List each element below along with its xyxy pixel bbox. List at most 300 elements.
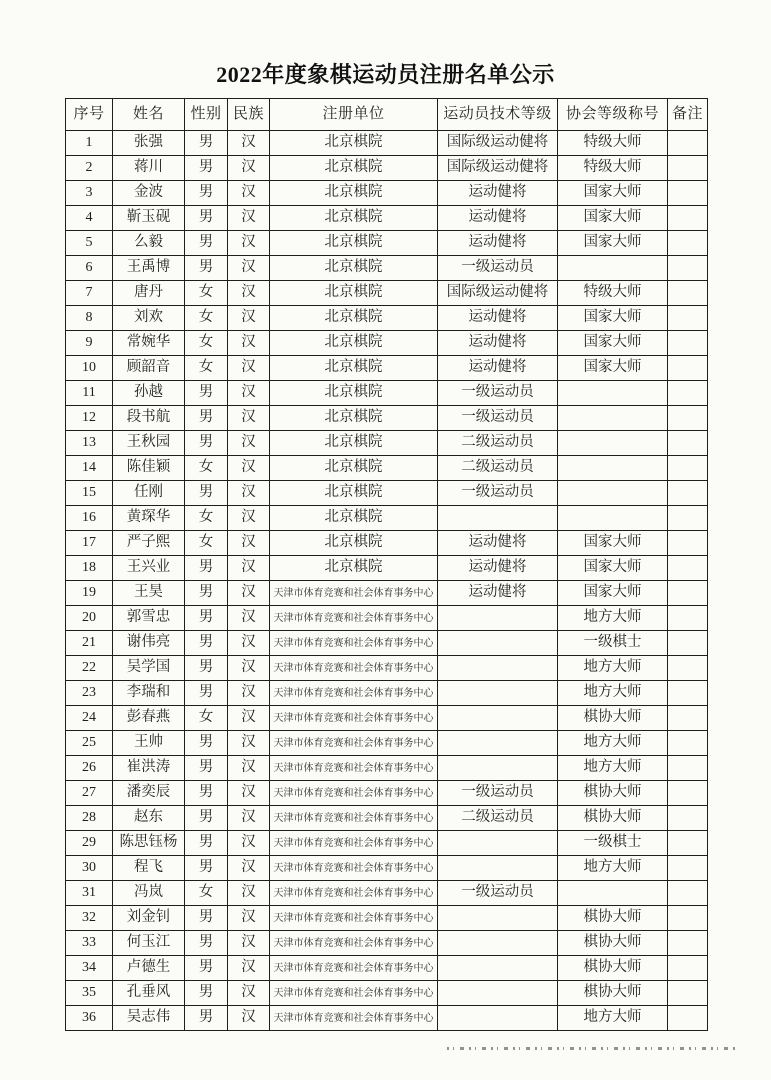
cell-grade: [438, 506, 558, 531]
cell-remark: [668, 1006, 708, 1031]
cell-remark: [668, 581, 708, 606]
cell-unit: 北京棋院: [270, 456, 438, 481]
cell-index: 2: [66, 156, 113, 181]
cell-ethnicity: 汉: [228, 256, 270, 281]
cell-index: 4: [66, 206, 113, 231]
cell-remark: [668, 181, 708, 206]
cell-gender: 男: [185, 381, 228, 406]
cell-title: 棋协大师: [558, 931, 668, 956]
cell-index: 24: [66, 706, 113, 731]
cell-title: 特级大师: [558, 281, 668, 306]
cell-gender: 男: [185, 656, 228, 681]
table-row: [66, 656, 708, 681]
cell-ethnicity: 汉: [228, 856, 270, 881]
cell-ethnicity: 汉: [228, 881, 270, 906]
cell-name: 王帅: [113, 731, 185, 756]
cell-grade: [438, 856, 558, 881]
cell-index: 18: [66, 556, 113, 581]
cell-ethnicity: 汉: [228, 206, 270, 231]
cell-title: [558, 381, 668, 406]
table-row: [66, 331, 708, 356]
cell-index: 29: [66, 831, 113, 856]
cell-grade: 运动健将: [438, 556, 558, 581]
cell-unit: 北京棋院: [270, 206, 438, 231]
cell-remark: [668, 881, 708, 906]
cell-index: 11: [66, 381, 113, 406]
column-header-grade: 运动员技术等级: [438, 99, 558, 131]
cell-gender: 男: [185, 831, 228, 856]
cell-unit: 北京棋院: [270, 431, 438, 456]
cell-grade: [438, 931, 558, 956]
column-header-unit: 注册单位: [270, 99, 438, 131]
cell-index: 16: [66, 506, 113, 531]
cell-grade: 运动健将: [438, 181, 558, 206]
cell-unit: 北京棋院: [270, 281, 438, 306]
cell-gender: 男: [185, 556, 228, 581]
cell-title: 地方大师: [558, 731, 668, 756]
cell-name: 孙越: [113, 381, 185, 406]
cell-ethnicity: 汉: [228, 681, 270, 706]
cell-name: 潘奕辰: [113, 781, 185, 806]
cell-title: 地方大师: [558, 1006, 668, 1031]
table-row: [66, 606, 708, 631]
cell-unit: 天津市体育竞赛和社会体育事务中心: [270, 806, 438, 831]
cell-title: [558, 506, 668, 531]
cell-name: 郭雪忠: [113, 606, 185, 631]
table-body: [66, 131, 708, 1031]
cell-index: 7: [66, 281, 113, 306]
cell-grade: 国际级运动健将: [438, 156, 558, 181]
cell-remark: [668, 931, 708, 956]
cell-title: 地方大师: [558, 856, 668, 881]
cell-unit: 天津市体育竞赛和社会体育事务中心: [270, 956, 438, 981]
cell-unit: 天津市体育竞赛和社会体育事务中心: [270, 981, 438, 1006]
cell-grade: 运动健将: [438, 206, 558, 231]
cell-remark: [668, 481, 708, 506]
cell-gender: 女: [185, 331, 228, 356]
column-header-ethnicity: 民族: [228, 99, 270, 131]
cell-remark: [668, 156, 708, 181]
cell-ethnicity: 汉: [228, 931, 270, 956]
cell-index: 5: [66, 231, 113, 256]
cell-remark: [668, 831, 708, 856]
cell-unit: 天津市体育竞赛和社会体育事务中心: [270, 706, 438, 731]
cell-grade: 国际级运动健将: [438, 281, 558, 306]
cell-index: 27: [66, 781, 113, 806]
cell-index: 35: [66, 981, 113, 1006]
cell-title: 国家大师: [558, 581, 668, 606]
cell-gender: 男: [185, 156, 228, 181]
cell-title: 国家大师: [558, 331, 668, 356]
cell-ethnicity: 汉: [228, 331, 270, 356]
cell-gender: 男: [185, 806, 228, 831]
cell-grade: 运动健将: [438, 231, 558, 256]
cell-title: 地方大师: [558, 656, 668, 681]
table-header: [66, 99, 708, 131]
cell-unit: 北京棋院: [270, 481, 438, 506]
cell-title: 棋协大师: [558, 981, 668, 1006]
cell-name: 陈佳颖: [113, 456, 185, 481]
cell-index: 26: [66, 756, 113, 781]
cell-remark: [668, 381, 708, 406]
cell-grade: 一级运动员: [438, 481, 558, 506]
cell-grade: [438, 956, 558, 981]
cell-grade: [438, 906, 558, 931]
cell-remark: [668, 356, 708, 381]
cell-ethnicity: 汉: [228, 706, 270, 731]
cell-unit: 天津市体育竞赛和社会体育事务中心: [270, 881, 438, 906]
cell-gender: 男: [185, 406, 228, 431]
table-row: [66, 206, 708, 231]
cell-name: 常婉华: [113, 331, 185, 356]
table-row: [66, 731, 708, 756]
table-row: [66, 281, 708, 306]
cell-gender: 女: [185, 881, 228, 906]
cell-name: 何玉江: [113, 931, 185, 956]
cell-unit: 北京棋院: [270, 506, 438, 531]
cell-remark: [668, 731, 708, 756]
cell-grade: 一级运动员: [438, 381, 558, 406]
cell-remark: [668, 906, 708, 931]
cell-grade: 一级运动员: [438, 881, 558, 906]
column-header-title: 协会等级称号: [558, 99, 668, 131]
table-row: [66, 906, 708, 931]
cell-grade: [438, 981, 558, 1006]
cell-name: 靳玉砚: [113, 206, 185, 231]
cell-grade: 运动健将: [438, 331, 558, 356]
cell-gender: 男: [185, 206, 228, 231]
table-row: [66, 881, 708, 906]
cell-grade: [438, 656, 558, 681]
cell-index: 34: [66, 956, 113, 981]
cell-index: 23: [66, 681, 113, 706]
cell-gender: 男: [185, 731, 228, 756]
cell-title: [558, 481, 668, 506]
cell-index: 17: [66, 531, 113, 556]
cell-ethnicity: 汉: [228, 406, 270, 431]
cell-ethnicity: 汉: [228, 481, 270, 506]
cell-title: [558, 456, 668, 481]
cell-title: 国家大师: [558, 356, 668, 381]
cell-remark: [668, 756, 708, 781]
cell-ethnicity: 汉: [228, 556, 270, 581]
table-row: [66, 356, 708, 381]
cell-remark: [668, 231, 708, 256]
cell-index: 15: [66, 481, 113, 506]
cell-index: 3: [66, 181, 113, 206]
cell-grade: 运动健将: [438, 356, 558, 381]
table-row: [66, 856, 708, 881]
cell-ethnicity: 汉: [228, 506, 270, 531]
column-header-remark: 备注: [668, 99, 708, 131]
cell-remark: [668, 456, 708, 481]
cell-name: 王昊: [113, 581, 185, 606]
table-row: [66, 181, 708, 206]
table-row: [66, 231, 708, 256]
cell-gender: 男: [185, 581, 228, 606]
cell-ethnicity: 汉: [228, 906, 270, 931]
cell-remark: [668, 781, 708, 806]
cell-remark: [668, 406, 708, 431]
table-row: [66, 1006, 708, 1031]
cell-name: 任刚: [113, 481, 185, 506]
cell-grade: 运动健将: [438, 581, 558, 606]
cell-remark: [668, 281, 708, 306]
cell-name: 吴志伟: [113, 1006, 185, 1031]
cell-title: [558, 431, 668, 456]
cell-remark: [668, 956, 708, 981]
table-row: [66, 381, 708, 406]
cell-title: 国家大师: [558, 231, 668, 256]
cell-remark: [668, 131, 708, 156]
cell-ethnicity: 汉: [228, 131, 270, 156]
cell-name: 吴学国: [113, 656, 185, 681]
table-row: [66, 756, 708, 781]
cell-ethnicity: 汉: [228, 431, 270, 456]
cell-gender: 女: [185, 706, 228, 731]
cell-name: 陈思钰杨: [113, 831, 185, 856]
cell-index: 33: [66, 931, 113, 956]
cell-grade: [438, 1006, 558, 1031]
table-row: [66, 556, 708, 581]
cell-ethnicity: 汉: [228, 581, 270, 606]
table-row: [66, 531, 708, 556]
cell-name: 谢伟亮: [113, 631, 185, 656]
cell-index: 12: [66, 406, 113, 431]
cell-remark: [668, 506, 708, 531]
cell-name: 卢德生: [113, 956, 185, 981]
cell-gender: 男: [185, 181, 228, 206]
table-row: [66, 306, 708, 331]
cell-title: 特级大师: [558, 156, 668, 181]
cell-ethnicity: 汉: [228, 656, 270, 681]
cell-unit: 天津市体育竞赛和社会体育事务中心: [270, 656, 438, 681]
cell-index: 32: [66, 906, 113, 931]
cell-gender: 男: [185, 431, 228, 456]
cell-index: 6: [66, 256, 113, 281]
cell-grade: 国际级运动健将: [438, 131, 558, 156]
cell-grade: 运动健将: [438, 306, 558, 331]
cell-unit: 天津市体育竞赛和社会体育事务中心: [270, 756, 438, 781]
table-row: [66, 631, 708, 656]
cell-index: 31: [66, 881, 113, 906]
cell-title: 国家大师: [558, 206, 668, 231]
table-row: [66, 981, 708, 1006]
cell-ethnicity: 汉: [228, 181, 270, 206]
cell-unit: 北京棋院: [270, 256, 438, 281]
cell-title: 一级棋士: [558, 631, 668, 656]
watermark-fragment: [447, 1047, 737, 1055]
cell-unit: 北京棋院: [270, 156, 438, 181]
cell-ethnicity: 汉: [228, 956, 270, 981]
column-header-index: 序号: [66, 99, 113, 131]
cell-ethnicity: 汉: [228, 531, 270, 556]
cell-gender: 男: [185, 956, 228, 981]
cell-unit: 北京棋院: [270, 356, 438, 381]
cell-gender: 男: [185, 906, 228, 931]
cell-title: 国家大师: [558, 531, 668, 556]
table-row: [66, 831, 708, 856]
table-row: [66, 681, 708, 706]
cell-ethnicity: 汉: [228, 831, 270, 856]
cell-remark: [668, 256, 708, 281]
cell-unit: 天津市体育竞赛和社会体育事务中心: [270, 781, 438, 806]
cell-unit: 北京棋院: [270, 131, 438, 156]
cell-ethnicity: 汉: [228, 1006, 270, 1031]
cell-title: 棋协大师: [558, 956, 668, 981]
cell-remark: [668, 806, 708, 831]
table-row: [66, 406, 708, 431]
cell-gender: 男: [185, 756, 228, 781]
cell-remark: [668, 306, 708, 331]
cell-index: 22: [66, 656, 113, 681]
cell-title: 国家大师: [558, 306, 668, 331]
cell-gender: 男: [185, 856, 228, 881]
cell-title: 棋协大师: [558, 906, 668, 931]
cell-name: 刘欢: [113, 306, 185, 331]
cell-ethnicity: 汉: [228, 456, 270, 481]
cell-name: 段书航: [113, 406, 185, 431]
cell-ethnicity: 汉: [228, 731, 270, 756]
cell-index: 30: [66, 856, 113, 881]
table-row: [66, 956, 708, 981]
cell-title: 特级大师: [558, 131, 668, 156]
cell-index: 21: [66, 631, 113, 656]
cell-title: 国家大师: [558, 181, 668, 206]
cell-unit: 北京棋院: [270, 306, 438, 331]
cell-grade: 一级运动员: [438, 256, 558, 281]
cell-ethnicity: 汉: [228, 606, 270, 631]
cell-remark: [668, 856, 708, 881]
cell-gender: 男: [185, 681, 228, 706]
cell-name: 孔垂风: [113, 981, 185, 1006]
cell-unit: 北京棋院: [270, 331, 438, 356]
cell-unit: 北京棋院: [270, 406, 438, 431]
table-row: [66, 581, 708, 606]
table-row: [66, 456, 708, 481]
cell-unit: 天津市体育竞赛和社会体育事务中心: [270, 631, 438, 656]
cell-name: 崔洪涛: [113, 756, 185, 781]
cell-gender: 男: [185, 981, 228, 1006]
cell-unit: 天津市体育竞赛和社会体育事务中心: [270, 731, 438, 756]
cell-gender: 男: [185, 931, 228, 956]
cell-gender: 女: [185, 306, 228, 331]
table-row: [66, 481, 708, 506]
column-header-gender: 性别: [185, 99, 228, 131]
cell-grade: [438, 681, 558, 706]
cell-grade: [438, 831, 558, 856]
cell-index: 20: [66, 606, 113, 631]
cell-index: 8: [66, 306, 113, 331]
cell-name: 么毅: [113, 231, 185, 256]
cell-remark: [668, 631, 708, 656]
cell-ethnicity: 汉: [228, 381, 270, 406]
cell-gender: 女: [185, 531, 228, 556]
cell-unit: 天津市体育竞赛和社会体育事务中心: [270, 606, 438, 631]
cell-name: 王兴业: [113, 556, 185, 581]
cell-gender: 男: [185, 606, 228, 631]
cell-ethnicity: 汉: [228, 631, 270, 656]
cell-name: 冯岚: [113, 881, 185, 906]
cell-gender: 女: [185, 281, 228, 306]
cell-grade: 一级运动员: [438, 781, 558, 806]
cell-remark: [668, 606, 708, 631]
table-row: [66, 706, 708, 731]
cell-grade: 二级运动员: [438, 806, 558, 831]
cell-unit: 天津市体育竞赛和社会体育事务中心: [270, 1006, 438, 1031]
cell-ethnicity: 汉: [228, 981, 270, 1006]
cell-ethnicity: 汉: [228, 306, 270, 331]
cell-name: 张强: [113, 131, 185, 156]
cell-unit: 天津市体育竞赛和社会体育事务中心: [270, 906, 438, 931]
cell-gender: 女: [185, 356, 228, 381]
cell-title: 地方大师: [558, 681, 668, 706]
cell-index: 13: [66, 431, 113, 456]
cell-name: 赵东: [113, 806, 185, 831]
table-row: [66, 131, 708, 156]
cell-name: 顾韶音: [113, 356, 185, 381]
cell-grade: 二级运动员: [438, 431, 558, 456]
cell-ethnicity: 汉: [228, 281, 270, 306]
cell-grade: [438, 631, 558, 656]
cell-gender: 女: [185, 506, 228, 531]
cell-index: 28: [66, 806, 113, 831]
cell-name: 王禹博: [113, 256, 185, 281]
cell-title: [558, 406, 668, 431]
cell-index: 1: [66, 131, 113, 156]
cell-grade: [438, 706, 558, 731]
cell-remark: [668, 681, 708, 706]
cell-ethnicity: 汉: [228, 231, 270, 256]
cell-index: 9: [66, 331, 113, 356]
cell-title: 地方大师: [558, 606, 668, 631]
cell-remark: [668, 206, 708, 231]
cell-grade: 一级运动员: [438, 406, 558, 431]
cell-name: 金波: [113, 181, 185, 206]
cell-remark: [668, 981, 708, 1006]
cell-remark: [668, 331, 708, 356]
cell-grade: [438, 756, 558, 781]
cell-name: 彭春燕: [113, 706, 185, 731]
cell-remark: [668, 531, 708, 556]
cell-unit: 天津市体育竞赛和社会体育事务中心: [270, 931, 438, 956]
cell-name: 刘金钊: [113, 906, 185, 931]
cell-name: 黄琛华: [113, 506, 185, 531]
cell-gender: 男: [185, 631, 228, 656]
cell-grade: [438, 731, 558, 756]
cell-ethnicity: 汉: [228, 781, 270, 806]
cell-index: 19: [66, 581, 113, 606]
column-header-name: 姓名: [113, 99, 185, 131]
cell-unit: 天津市体育竞赛和社会体育事务中心: [270, 856, 438, 881]
cell-remark: [668, 706, 708, 731]
cell-ethnicity: 汉: [228, 756, 270, 781]
cell-index: 36: [66, 1006, 113, 1031]
cell-title: 棋协大师: [558, 706, 668, 731]
cell-gender: 男: [185, 1006, 228, 1031]
table-row: [66, 256, 708, 281]
table-row: [66, 431, 708, 456]
table-row: [66, 506, 708, 531]
cell-ethnicity: 汉: [228, 356, 270, 381]
cell-gender: 男: [185, 231, 228, 256]
cell-name: 程飞: [113, 856, 185, 881]
cell-gender: 男: [185, 256, 228, 281]
cell-remark: [668, 431, 708, 456]
cell-name: 严子熙: [113, 531, 185, 556]
cell-name: 王秋园: [113, 431, 185, 456]
cell-title: 地方大师: [558, 756, 668, 781]
